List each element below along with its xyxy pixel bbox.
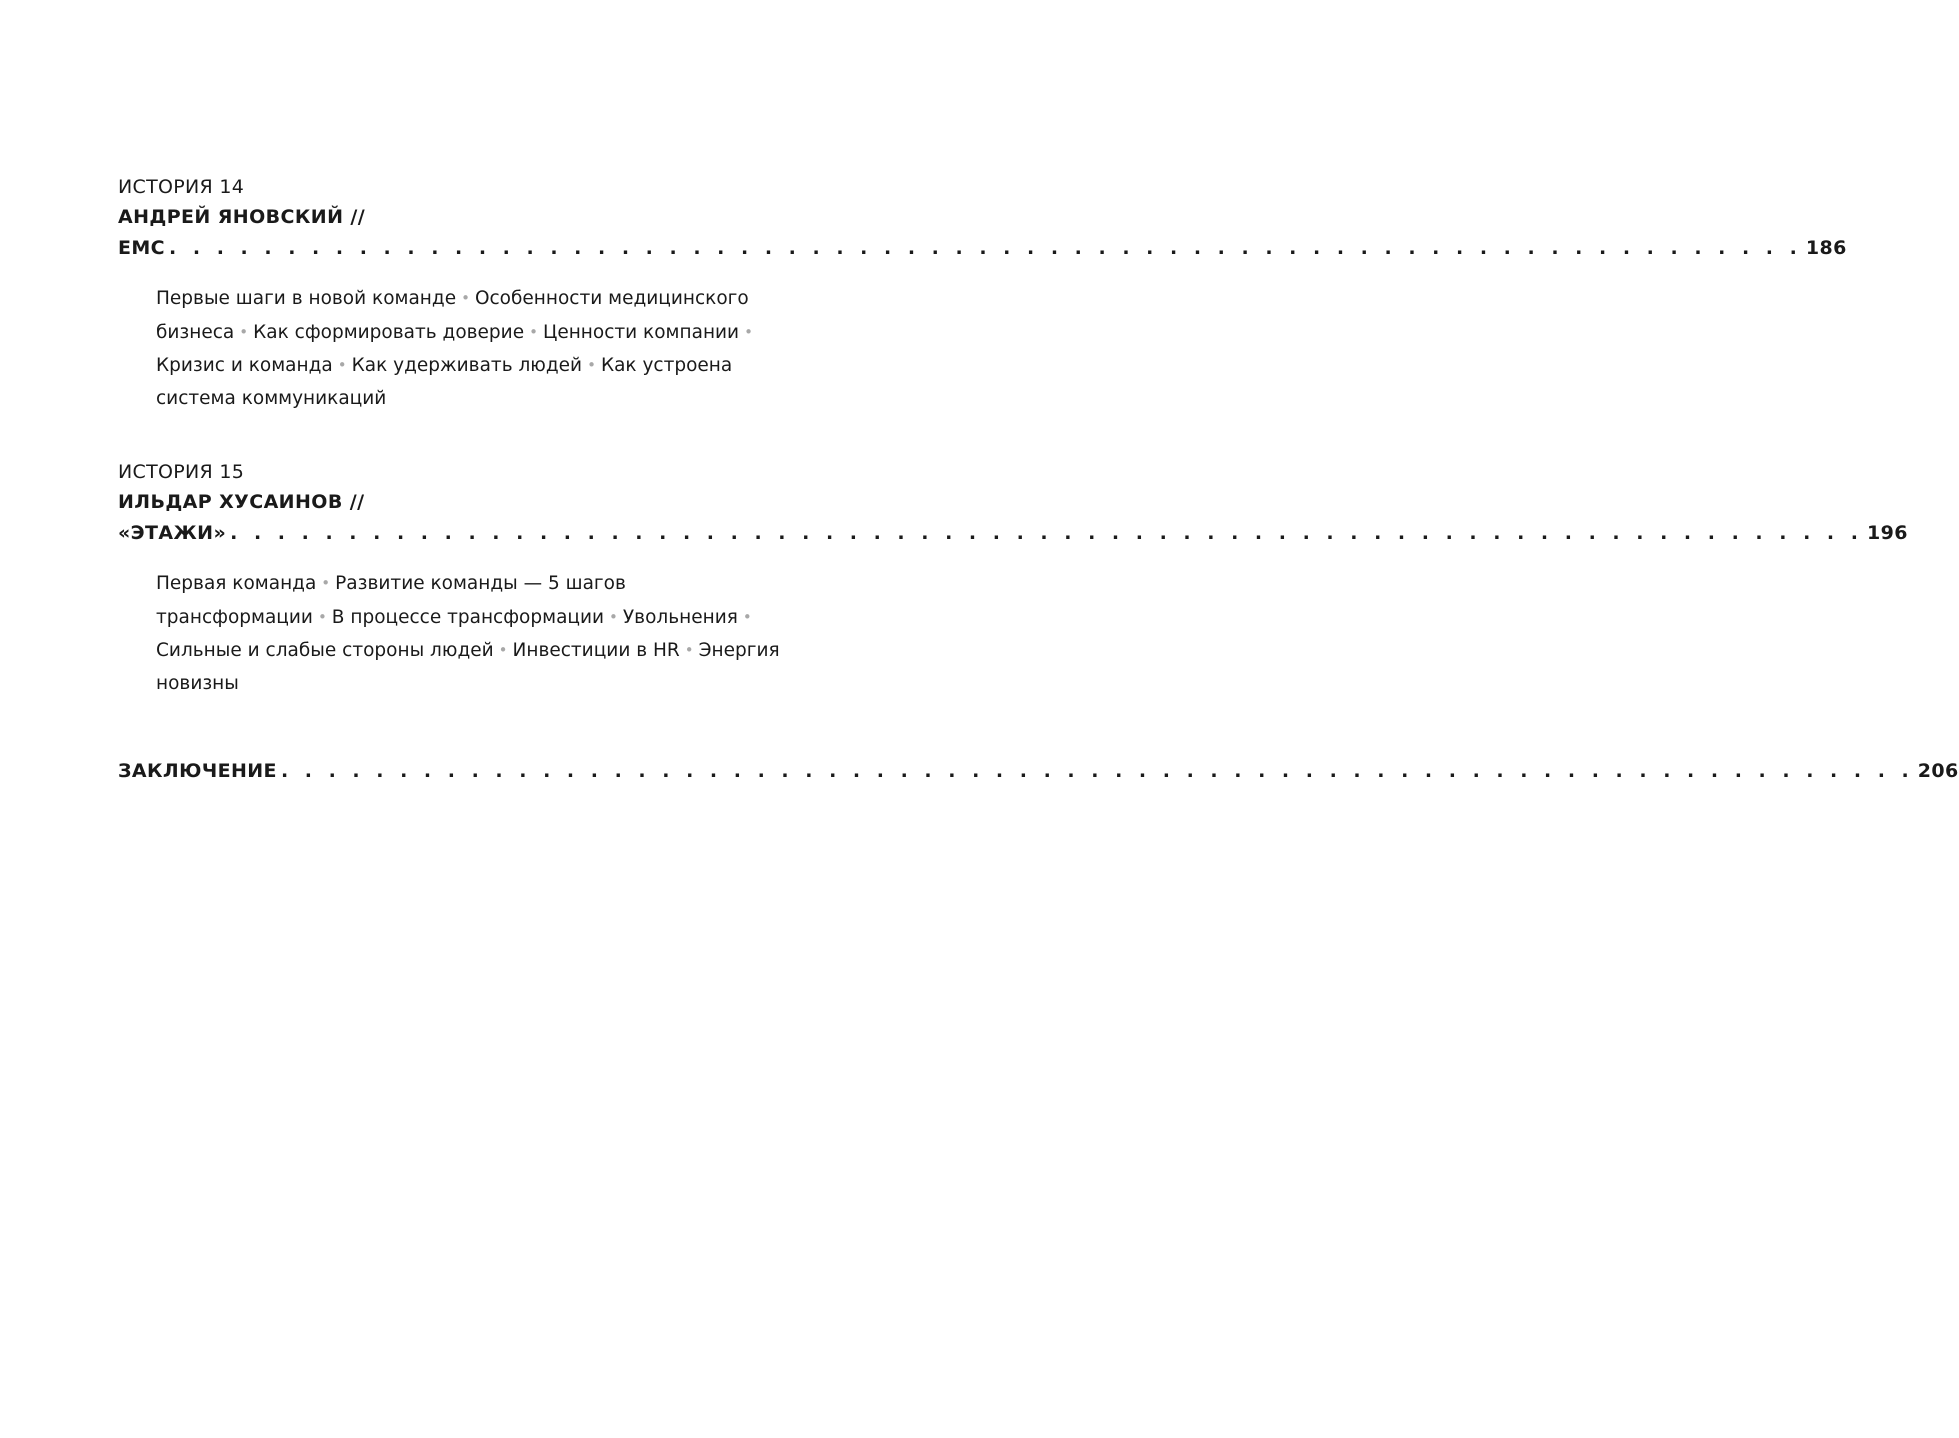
topic-item: Развитие команды — 5 шагов трансформации xyxy=(156,573,626,628)
bullet-separator-icon: • xyxy=(317,607,327,626)
story-title: ИЛЬДАР ХУСАИНОВ // xyxy=(118,491,365,513)
bullet-separator-icon: • xyxy=(609,607,618,626)
page-number: 196 xyxy=(1866,522,1908,544)
topic-item: Особенности медицинского бизнеса xyxy=(156,288,749,343)
topic-item: В процессе трансформации xyxy=(331,606,605,628)
topic-item: Энергия новизны xyxy=(156,640,780,694)
bullet-separator-icon: • xyxy=(498,641,508,659)
page-number: 206 xyxy=(1917,760,1959,782)
leader-dots: . . . . . . . . . . . . . . . . . . . . . . . . . . . . . . . . . . . . . . . . . . . . . . . . . . . . . . . . . . . . . . . . . . . . . xyxy=(169,237,1802,259)
toc-leader-line xyxy=(118,233,1847,264)
topic-item: Как сформировать доверие xyxy=(253,321,525,343)
bullet-separator-icon: • xyxy=(337,356,347,374)
topic-item: Увольнения xyxy=(622,606,738,628)
leader-dots: . . . . . . . . . . . . . . . . . . . . . . . . . . . . . . . . . . . . . . . . . . . . . . . . . . . . . . . . . . . . . . . . . . . . . xyxy=(230,522,1863,544)
bullet-separator-icon: • xyxy=(744,322,753,341)
leader-dots: . . . . . . . . . . . . . . . . . . . . . . . . . . . . . . . . . . . . . . . . . . . . . . . . . . . . . . . . . . . . . . . . . . . . . xyxy=(280,760,1914,782)
topic-item: Как удерживать людей xyxy=(351,355,583,376)
table-of-contents xyxy=(118,172,1959,787)
topic-item: Сильные и слабые стороны людей xyxy=(156,640,494,661)
bullet-separator-icon: • xyxy=(321,574,331,592)
bullet-separator-icon: • xyxy=(587,356,596,374)
topic-item: Как устроена система коммуникаций xyxy=(156,355,733,409)
topic-item: Первые шаги в новой команде xyxy=(156,288,457,309)
bullet-separator-icon: • xyxy=(742,607,752,626)
topic-item: Ценности компании xyxy=(542,321,740,343)
toc-leader-line xyxy=(118,756,1959,787)
conclusion-title: ЗАКЛЮЧЕНИЕ xyxy=(118,760,277,782)
toc-entry-story-15 xyxy=(118,457,1908,700)
toc-entry-story-14 xyxy=(118,172,1847,415)
toc-entry-conclusion xyxy=(118,756,1959,787)
toc-leader-line xyxy=(118,518,1908,549)
topic-list xyxy=(156,567,786,700)
story-company: EMC xyxy=(118,237,166,259)
bullet-separator-icon: • xyxy=(684,641,694,659)
story-title: АНДРЕЙ ЯНОВСКИЙ // xyxy=(118,206,366,228)
bullet-separator-icon: • xyxy=(239,322,249,341)
topic-list xyxy=(156,282,786,415)
bullet-separator-icon: • xyxy=(461,289,470,307)
topic-item: Первая команда xyxy=(156,573,317,594)
story-label: ИСТОРИЯ 15 xyxy=(118,461,245,483)
story-label: ИСТОРИЯ 14 xyxy=(118,176,245,198)
topic-item: Кризис и команда xyxy=(156,355,333,376)
page-number: 186 xyxy=(1805,237,1847,259)
topic-item: Инвестиции в HR xyxy=(512,640,680,661)
bullet-separator-icon: • xyxy=(529,322,538,341)
story-company: «ЭТАЖИ» xyxy=(118,522,227,544)
